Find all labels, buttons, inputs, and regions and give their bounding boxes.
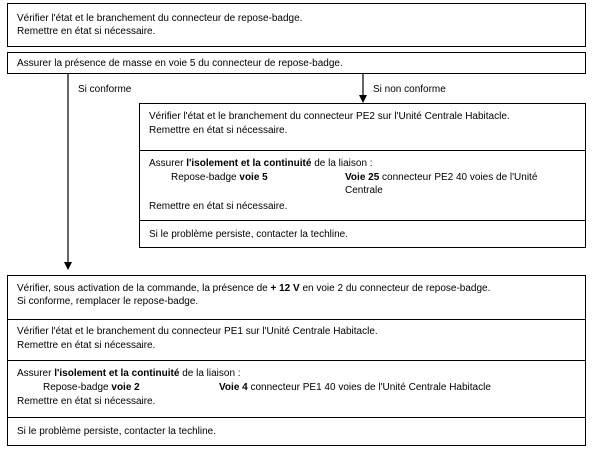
section-divider [8, 319, 585, 320]
liaison-target: Voie 25 connecteur PE2 40 voies de l'Unité [345, 172, 538, 183]
step-text: Assurer l'isolement et la continuité de la liaison : [17, 368, 241, 379]
section-divider [8, 360, 585, 361]
step-text: Remettre en état si nécessaire. [17, 26, 156, 37]
step-text: Si conforme, remplacer le repose-badge. [17, 296, 199, 307]
step-text: Remettre en état si nécessaire. [149, 201, 288, 212]
step-text: Remettre en état si nécessaire. [149, 125, 288, 136]
step-box-presence-masse [7, 52, 586, 74]
section-divider [140, 220, 585, 221]
label-si-conforme: Si conforme [78, 84, 132, 95]
step-text: Vérifier, sous activation de la commande, la présence de + 12 V en voie 2 du connecteur de repose-badge. [17, 283, 491, 294]
step-text: Vérifier l'état et le branchement du connecteur PE1 sur l'Unité Centrale Habitacle. [17, 326, 378, 337]
step-text: Si le problème persiste, contacter la techline. [149, 229, 348, 240]
step-box-non-conforme [139, 103, 586, 248]
step-text: Vérifier l'état et le branchement du connecteur de repose-badge. [17, 13, 303, 24]
label-si-non-conforme: Si non conforme [373, 84, 446, 95]
section-divider [8, 417, 585, 418]
step-text: Remettre en état si nécessaire. [17, 340, 156, 351]
step-text: Si le problème persiste, contacter la techline. [17, 426, 216, 437]
step-text: Assurer la présence de masse en voie 5 du connecteur de repose-badge. [17, 58, 343, 69]
step-box-connecteur-repose-badge [7, 3, 586, 47]
section-divider [140, 150, 585, 151]
step-box-conforme [7, 275, 586, 446]
liaison-source: Repose-badge voie 5 [171, 172, 268, 183]
step-text: Remettre en état si nécessaire. [17, 396, 156, 407]
step-text: Vérifier l'état et le branchement du connecteur PE2 sur l'Unité Centrale Habitacle. [149, 111, 510, 122]
liaison-source: Repose-badge voie 2 [43, 382, 140, 393]
liaison-target: Voie 4 connecteur PE1 40 voies de l'Unité Centrale Habitacle [219, 382, 491, 393]
liaison-target-cont: Centrale [345, 185, 383, 196]
step-text: Assurer l'isolement et la continuité de la liaison : [149, 158, 373, 169]
